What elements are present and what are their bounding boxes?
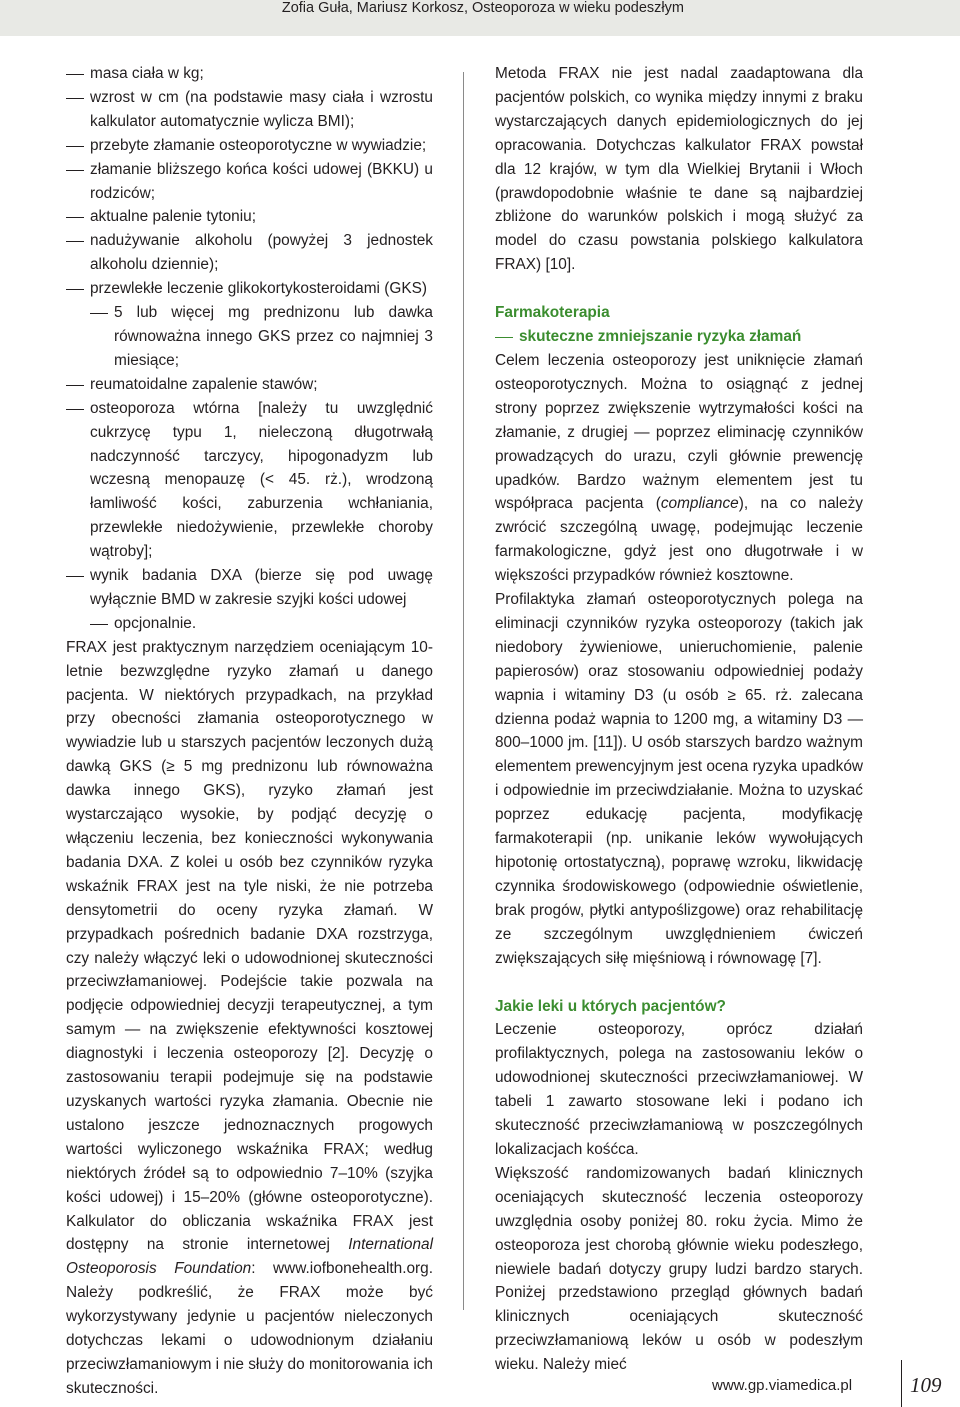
drugs-paragraph-1: Leczenie osteoporozy, oprócz działań profilaktycznych, polega na zastosowaniu leków o udowodnionej skuteczności przeciwzłamaniowej. W tabeli 1 zawarto stosowane leki i podano ich skuteczność przeciwzłamaniową w poszczególnych lokalizacjach kośćca. [495,1021,863,1158]
frax-input-list [66,62,433,301]
list-item: złamanie bliższego końca kości udowej (BKKU) u rodziców; [66,158,433,206]
prophylaxis-paragraph: Profilaktyka złamań osteoporotycznych polega na eliminacji czynników ryzyka osteoporozy (takich jak niedobory żywieniowe, unieruchomienie, palenie papierosów) oraz stosowaniu odpowiedniej podaży wapnia i witaminy D3 (u osób ≥ 65. rż. zalecana dzienna podaż wapnia to 1200 mg, a witaminy D3 — 800–1000 jm. [11]). U osób starszych bardzo ważnym elementem prewencyjnym jest ocena ryzyka upadków i odpowiednie im przeciwdziałanie. Można to uzyskać poprzez edukację pacjenta, modyfikację farmakoterapii (np. unikanie leków wywołujących hipotonię ortostatyczną), poprawę wzroku, likwidację czynnika środowiskowego (odpowiednie oświetlenie, brak progów, płytki antypoślizgowe) oraz rehabilitację ze szczególnym uwzględnieniem ćwiczeń zwiększających siłę mięśniową i równowagę [7]. [495,591,863,967]
list-item: nadużywanie alkoholu (powyżej 3 jednostek alkoholu dziennie); [66,229,433,277]
left-column [66,62,433,1401]
list-item: reumatoidalne zapalenie stawów; [66,373,433,397]
footer-separator [901,1360,902,1407]
column-divider [463,72,464,1310]
frax-input-list-cont [66,373,433,612]
list-item: osteoporoza wtórna [należy tu uwzględnić cukrzycę typu 1, nieleczoną długotrwałą nadczynność tarczycy, hipogonadyzm lub wczesną menopauzę (< 45. rż.), wrodzoną łamliwość kości, zaburzenia wchłaniania, przewlekłe niedożywienie, przewlekłe choroby wątroby]; [66,397,433,564]
list-item: aktualne palenie tytoniu; [66,205,433,229]
section-heading-drugs: Jakie leki u których pacjentów? [495,997,726,1015]
frax-adaptation-paragraph: Metoda FRAX nie jest nadal zaadaptowana dla pacjentów polskich, co wynika między innymi z braku wystarczających danych epidemiologicznych do jej opracowania. Dotychczas kalkulator FRAX powstał dla 12 krajów, w tym dla Wielkiej Brytanii i Włoch (prawdopodobnie właśnie te dane są najbardziej zbliżone do warunków polskich i mogą służyć za model do czasu powstania polskiego kalkulatora FRAX) [10]. [495,65,863,274]
list-item: wzrost w cm (na podstawie masy ciała i wzrostu kalkulator automatycznie wylicza BMI); [66,86,433,134]
iof-name: International Osteoporosis Foundation [66,1236,433,1278]
drugs-paragraph-2: Większość randomizowanych badań klinicznych oceniających skuteczność leczenia osteoporozy uwzględnia osoby poniżej 80. roku życia. Mimo że osteoporoza jest chorobą głównie wieku podeszłego, niewiele badań dotyczy grupy ludzi bardzo starych. Poniżej przedstawiono przegląd głównych badań klinicznych oceniających skuteczność przeciwzłamaniową leków u osób w podeszłym wieku. Należy mieć [495,1164,863,1374]
list-item: przewlekłe leczenie glikokortykosteroidami (GKS) [66,277,433,301]
list-item: 5 lub więcej mg prednizonu lub dawka równoważna innego GKS przez co najmniej 3 miesiące; [66,301,433,373]
pharmacotherapy-paragraph: Celem leczenia osteoporozy jest uniknięcie złamań osteoporotycznych. Można to osiągnąć z jednej strony poprzez zwiększenie wytrzymałości kości na złamanie, z drugiej — poprzez eliminację czynników prowadzących do urazu, czyli głównie prewencję upadków. Bardzo ważnym elementem jest tu współpraca pacjenta (compliance), na co należy zwrócić szczególną uwagę, podejmując leczenie farmakologiczne, gdyż jest ono długotrwałe i w większości przypadków również kosztowne. [495,351,864,585]
right-column [495,62,863,1377]
running-header [0,0,960,36]
journal-url: www.gp.viamedica.pl [712,1377,853,1394]
list-item: wynik badania DXA (bierze się pod uwagę wyłącznie BMD w zakresie szyjki kości udowej [66,564,433,612]
list-item: masa ciała w kg; [66,62,433,86]
frax-input-sublist-2 [66,612,433,636]
frax-paragraph: FRAX jest praktycznym narzędziem oceniającym 10-letnie bezwzględne ryzyko złamań u danego pacjenta. W niektórych przypadkach, na przykład przy obecności złamania osteoporotycznego w wywiadzie lub u starszych pacjentów leczonych dużą dawką GKS (≥ 5 mg prednizonu lub równoważna dawka innego GKS), ryzyko złamań jest wystarczająco wysokie, by podjąć decyzję o włączeniu leczenia, bez konieczności wykonywania badania DXA. Z kolei u osób bez czynników ryzyka wskaźnik FRAX jest na tyle niski, że nie potrzeba densytometrii do oceny ryzyka złamań. W przypadkach pośrednich badanie DXA rozstrzyga, czy należy włączyć leki o udowodnionej skuteczności przeciwzłamaniowej. Podejście takie pozwala na podjęcie odpowiedniej decyzji terapeutycznej, a tym samym — na zwiększenie efektywności kosztowej diagnostyki i leczenia osteoporozy [2]. Decyzję o zastosowaniu terapii podejmuje się na podstawie uzyskanych wartości ryzyka złamania. Obecnie nie ustalono jeszcze jednoznacznych progowych wartości wyliczonego wskaźnika FRAX; według niektórych źródeł są to odpowiednio 7–10% (szyjka kości udowej) i 15–20% (główne osteoporotyczne). Kalkulator do obliczania wskaźnika FRAX jest dostępny na stronie internetowej International Osteoporosis Foundation: www.iofbonehealth.org. Należy podkreślić, że FRAX może być wykorzystywany jedynie u pacjentów nieleczonych dotychczas lekami o udowodnionym działaniu przeciwzłamaniowym i nie służy do monitorowania ich skuteczności. [66,638,434,1397]
running-title: Zofia Guła, Mariusz Korkosz, Osteoporoza w wieku podeszłym [281,0,684,16]
section-subheading: skuteczne zmniejszanie ryzyka złamań [495,325,863,349]
list-item: opcjonalnie. [66,612,433,636]
list-item: przebyte złamanie osteoporotyczne w wywiadzie; [66,134,433,158]
page-number: 109 [910,1373,942,1397]
frax-input-sublist [66,301,433,373]
section-heading-farmakoterapia: Farmakoterapia [495,304,610,322]
